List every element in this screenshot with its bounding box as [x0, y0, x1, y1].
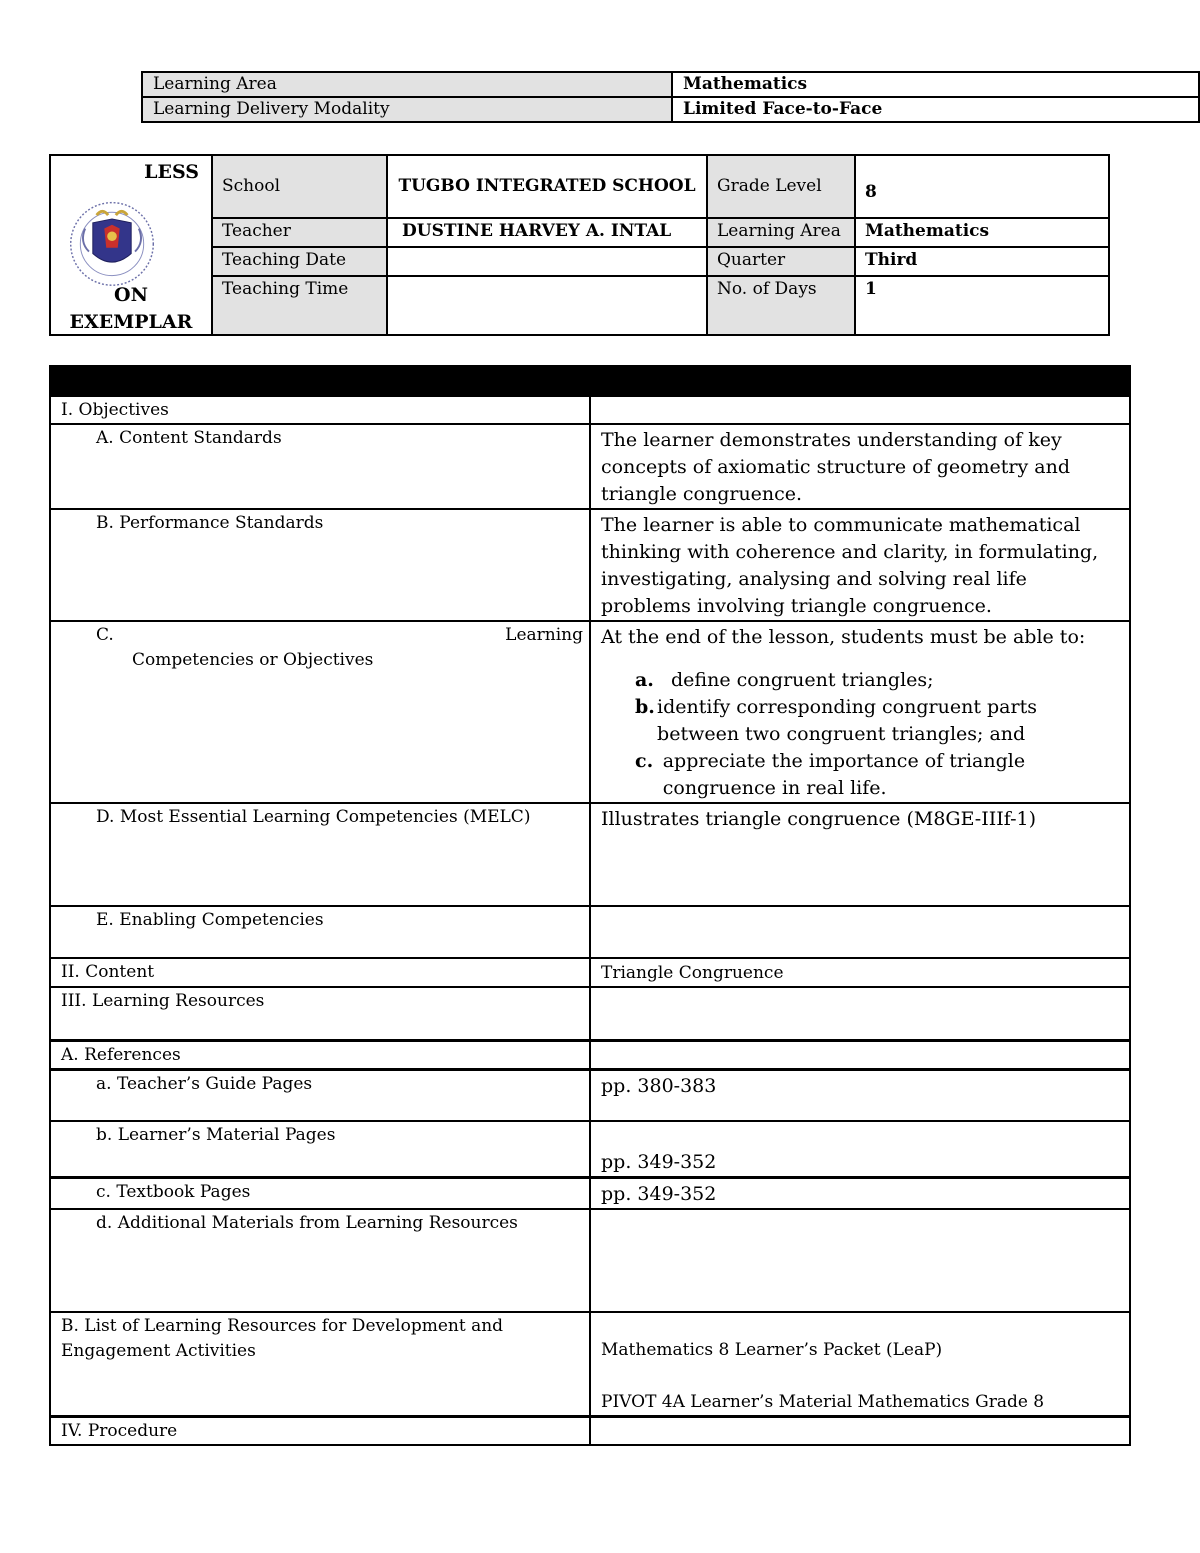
- logo-text-on: ON: [114, 284, 148, 306]
- enabling-value: [590, 906, 1130, 958]
- learning-area-label-2: Learning Area: [707, 218, 855, 247]
- learning-area-value: Mathematics: [672, 72, 1199, 97]
- competencies-label-rest: Competencies or Objectives: [132, 650, 374, 670]
- content-standards-value: The learner demonstrates understanding of key concepts of axiomatic structure of geometry and triangle congruence.: [590, 424, 1130, 509]
- black-header-cell: [50, 366, 1130, 396]
- table-row: [50, 1177, 1130, 1209]
- grade-level-value: 8: [855, 155, 1109, 218]
- table-row: [50, 396, 1130, 424]
- melc-text: D. Most Essential Learning Competencies (MELC): [96, 807, 531, 827]
- content-value: Triangle Congruence: [590, 958, 1130, 987]
- top-strip-row: [142, 97, 1199, 122]
- melc-label: [50, 803, 590, 906]
- textbook-value: pp. 349-352: [590, 1177, 1130, 1209]
- performance-standards-label: [50, 509, 590, 621]
- table-row: [50, 1121, 1130, 1177]
- days-value: 1: [855, 276, 1109, 335]
- teaching-date-label: Teaching Date: [212, 247, 387, 276]
- learners-material-value: pp. 349-352: [590, 1121, 1130, 1177]
- resources-value: [590, 987, 1130, 1040]
- top-strip-table: [141, 71, 1200, 123]
- table-row: [50, 424, 1130, 509]
- school-value: TUGBO INTEGRATED SCHOOL: [387, 155, 707, 218]
- quarter-label: Quarter: [707, 247, 855, 276]
- lesson-plan-table: [49, 365, 1131, 1446]
- grade-level-label: Grade Level: [707, 155, 855, 218]
- procedure-value: [590, 1416, 1130, 1445]
- competencies-intro: At the end of the lesson, students must be able to:: [601, 626, 1086, 648]
- content-label: II. Content: [50, 958, 590, 987]
- table-row: [50, 987, 1130, 1040]
- list-text: appreciate the importance of triangle congruence in real life.: [662, 750, 1026, 799]
- teaching-date-value: [387, 247, 707, 276]
- competencies-value: [590, 621, 1130, 803]
- black-header-bar: [50, 366, 1130, 396]
- learners-material-text: b. Learner’s Material Pages: [96, 1125, 336, 1145]
- resources-label: III. Learning Resources: [50, 987, 590, 1040]
- table-row: [50, 1069, 1130, 1121]
- enabling-label: [50, 906, 590, 958]
- performance-standards-text: B. Performance Standards: [96, 513, 324, 533]
- deped-seal-icon: [64, 194, 160, 290]
- learners-material-label: [50, 1121, 590, 1177]
- list-resources-value: [590, 1312, 1130, 1417]
- teaching-time-label: Teaching Time: [212, 276, 387, 335]
- table-row: [50, 509, 1130, 621]
- header-row: [50, 155, 1109, 218]
- teachers-guide-value: pp. 380-383: [590, 1069, 1130, 1121]
- logo-text-exemplar: EXEMPLAR: [69, 311, 193, 333]
- melc-value: Illustrates triangle congruence (M8GE-IIIf-1): [590, 803, 1130, 906]
- performance-standards-value: The learner is able to communicate mathematical thinking with coherence and clarity, in formulating, investigating, analysing and solving real life problems involving triangle congruence.: [590, 509, 1130, 621]
- list-item: [601, 694, 1119, 748]
- learning-area-label: Learning Area: [142, 72, 672, 97]
- top-strip-row: [142, 72, 1199, 97]
- days-label: No. of Days: [707, 276, 855, 335]
- logo-cell: [50, 155, 212, 335]
- objectives-label: I. Objectives: [50, 396, 590, 424]
- objectives-list: [601, 667, 1119, 802]
- teachers-guide-label: [50, 1069, 590, 1121]
- table-row: [50, 1209, 1130, 1312]
- teacher-value: DUSTINE HARVEY A. INTAL: [387, 218, 707, 247]
- header-info-table: [49, 154, 1110, 336]
- list-text: identify corresponding congruent parts between two congruent triangles; and: [657, 696, 1037, 745]
- table-row: [50, 1312, 1130, 1417]
- additional-materials-label: [50, 1209, 590, 1312]
- references-label: A. References: [50, 1040, 590, 1069]
- list-item: [601, 748, 1119, 802]
- teacher-label: Teacher: [212, 218, 387, 247]
- logo-text-bottom: [51, 282, 211, 336]
- logo-text-top: LESS: [144, 161, 199, 183]
- table-row: [50, 621, 1130, 803]
- list-letter: c.: [635, 750, 654, 772]
- list-letter: a.: [635, 669, 654, 691]
- table-row: [50, 1040, 1130, 1069]
- enabling-text: E. Enabling Competencies: [96, 910, 324, 930]
- school-label: School: [212, 155, 387, 218]
- table-row: [50, 1416, 1130, 1445]
- table-row: [50, 958, 1130, 987]
- list-resource-1: Mathematics 8 Learner’s Packet (LeaP): [601, 1339, 943, 1360]
- procedure-label: IV. Procedure: [50, 1416, 590, 1445]
- list-item: [601, 667, 1119, 694]
- delivery-modality-label: Learning Delivery Modality: [142, 97, 672, 122]
- quarter-value: Third: [855, 247, 1109, 276]
- table-row: [50, 906, 1130, 958]
- additional-materials-text: d. Additional Materials from Learning Resources: [96, 1212, 518, 1233]
- objectives-value: [590, 396, 1130, 424]
- teaching-time-value: [387, 276, 707, 335]
- competencies-label-line: [96, 623, 583, 648]
- list-letter: b.: [635, 696, 655, 718]
- list-resource-2: PIVOT 4A Learner’s Material Mathematics Grade 8: [601, 1391, 1045, 1412]
- table-row: [50, 803, 1130, 906]
- teachers-guide-text: a. Teacher’s Guide Pages: [96, 1073, 313, 1094]
- competencies-letter: C.: [96, 625, 114, 645]
- references-value: [590, 1040, 1130, 1069]
- competencies-label: [50, 621, 590, 803]
- list-text: define congruent triangles;: [671, 669, 934, 691]
- list-resources-label: B. List of Learning Resources for Development and Engagement Activities: [50, 1312, 590, 1417]
- learning-area-value-2: Mathematics: [855, 218, 1109, 247]
- textbook-label: c. Textbook Pages: [50, 1177, 590, 1209]
- additional-materials-value: [590, 1209, 1130, 1312]
- content-standards-label: A. Content Standards: [50, 424, 590, 509]
- delivery-modality-value: Limited Face-to-Face: [672, 97, 1199, 122]
- spacer: [601, 1363, 1119, 1389]
- competencies-word: Learning: [505, 625, 583, 645]
